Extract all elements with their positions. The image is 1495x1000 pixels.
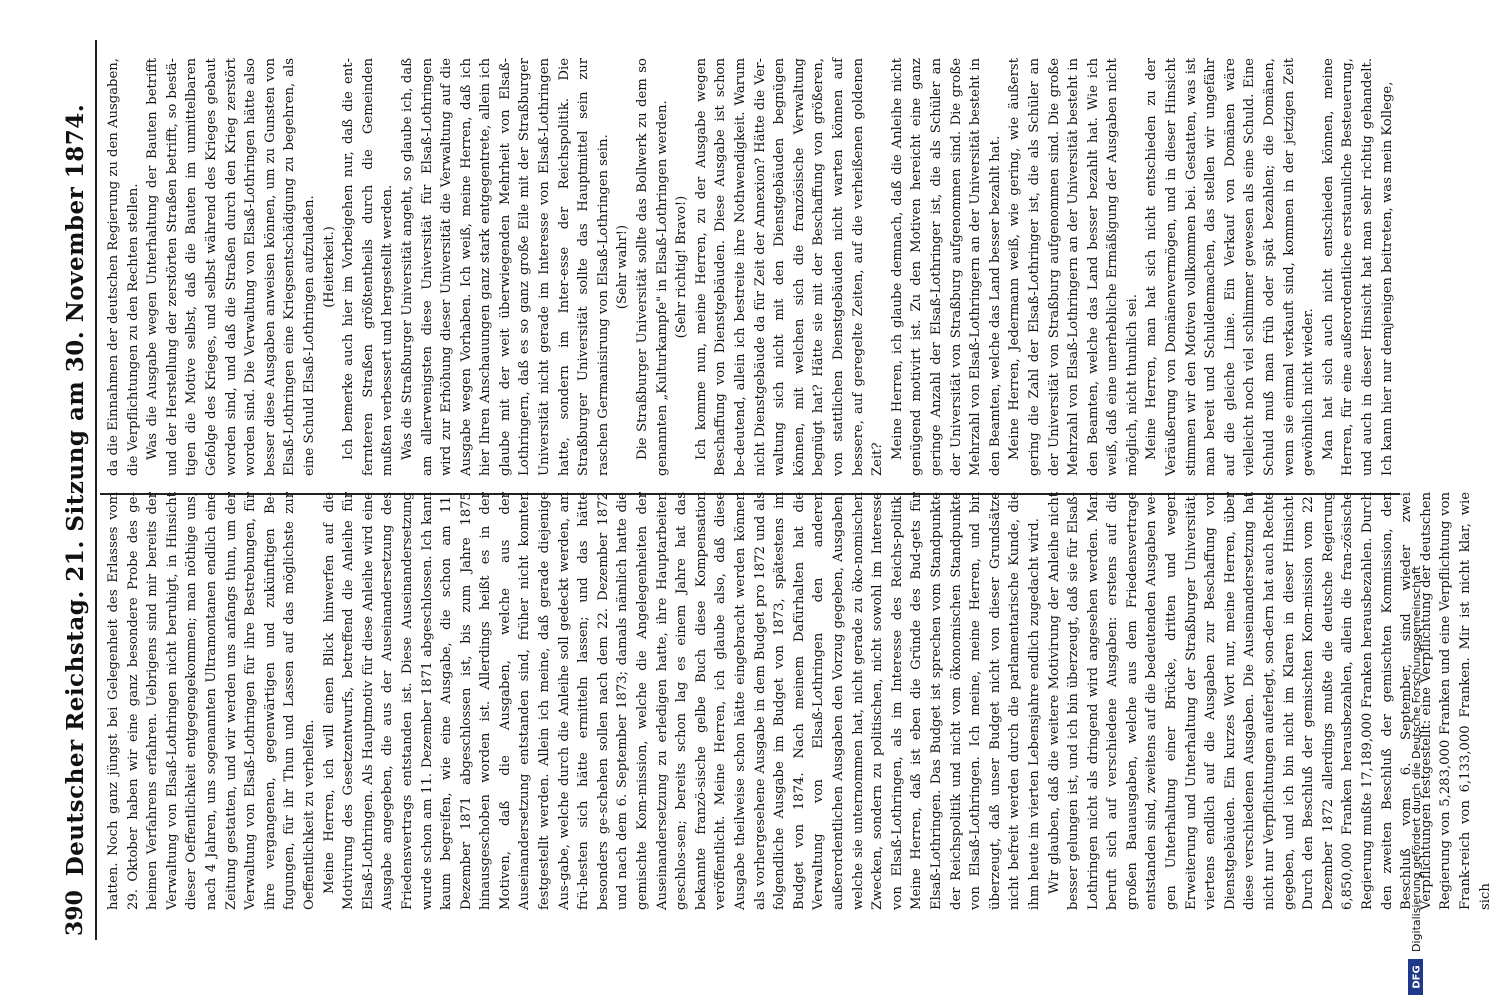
paragraph: Wir glauben, daß die weitere Motivirung der Anleihe nicht besser gelungen ist, und ich bin überzeugt, daß sie für Elsaß-Lothringen nicht als dringend wird angesehen werden. Man beruft sich auf verschiedene Ausgaben: erstens auf die großen Bauausgaben, welche aus dem Friedensvertrage entstanden sind, zweitens auf die bedeutenden Ausgaben we-gen Unterhaltung einer Brücke, dritten und wegen Erweiterung und Unterhaltung der Straßburger Universität, viertens endlich auf die Ausgaben zur Beschaffung von Dienstgebäuden. Ein kurzes Wort nur, meine Herren, über diese verschiedenen Ausgaben. Die Auseinandersetzung hat nicht nur Verpflichtungen auferlegt, son-dern hat auch Rechte gegeben, und ich bin nicht im Klaren in dieser Hinsicht. Durch den Beschluß der gemischten Kom-mission vom 22. Dezember 1872 allerdings mußte die deutsche Regierung 6,850,000 Franken herausbezahlen, allein die fran-zösische Regierung mußte 17,189,000 Franken herausbezahlen. Durch den zweiten Beschluß der gemischten Kommission, den Beschluß vom 6. September, sind wieder zwei Verpflichtungen festgestellt: eine Verpflichtung der deutschen Regierung von 5,283,000 Franken und eine Verpflichtung von Frank-reich von 6,133,000 Franken. Mir ist nicht klar, wie sich — [1046, 492, 1493, 910]
paragraph: Man hat sich auch nicht entschieden können, meine Herren, für eine außerordentliche erstaunliche Besteuerung, und auch in dieser Hinsicht hat man sehr richtig gehandelt. Ich kann hier nur demjenigen beitreten, was mein Kollege, — [1320, 58, 1395, 476]
header-rule — [95, 40, 97, 940]
paragraph: Die Straßburger Universität sollte das Bollwerk zu dem so genannten „Kulturkampfe" in Elsaß-Lothringen werden. — [635, 58, 670, 476]
interjection: (Sehr wahr!) — [615, 224, 631, 310]
text-column-left — [104, 492, 1495, 910]
paragraph: hatten. Noch ganz jüngst bei Gelegenheit des Erlasses vom 29. Oktober haben wir eine ganz besondere Probe des ge-heimen Verfahrens erfahren. Uebrigens sind mir bereits der Verwaltung von Elsaß-Lothringen nicht beruhigt, in Hinsicht dieser Oeffentlichkeit entgegengekommen; man nöthige uns, nach 4 Jahren, uns sogenannten Ultramontanen endlich eine Zeitung gestatten, und wir werden uns anfangs thun, um der Verwaltung von Elsaß-Lothringen für ihre Bestrebungen, für ihre vergangenen, gegenwärtigen und zukünftigen Be-fugungen, für ihr Thun und Lassen auf das möglichste zur Oeffentlichkeit zu verhelfen. — [106, 492, 317, 910]
paragraph: Meine Herren, ich glaube demnach, daß die Anleihe nicht genügend motivirt ist. Zu den Motiven hereicht eine ganz geringe Anzahl der Elsaß-Lothringer ist, die als Schüler an der Universität von Straßburg aufgenommen sind. Die große Mehrzahl von Elsaß-Lothringern an der Universität besteht in den Beamten, welche das Land besser bezahlt hat. — [889, 58, 1003, 476]
paragraph: da die Einnahmen der deutschen Regierung zu den Ausgaben, die Verpflichtungen zu den Rechten stellen. — [106, 58, 141, 476]
paragraph: Was die Straßburger Universität angeht, so glaube ich, daß am allerwenigsten diese Universität für Elsaß-Lothringen wird zur Erhöhung dieser Universität die Verwaltung auf die Ausgabe wegen Vorhaben. Ich weiß, meine Herren, daß ich hier Ihren Anschauungen ganz stark entgegentrete, allein ich glaube mit der weit überwiegenden Mehrheit von Elsaß-Lothringern, daß es so ganz große Eile mit der Straßburger Universität nicht gerade im Interesse von Elsaß-Lothringen hatte, sondern im Inter-esse der Reichspolitik. Die Straßburger Universität sollte das Hauptmittel sein zur raschen Germanisirung von Elsaß-Lothringen sein. — [399, 58, 611, 476]
dfg-logo-text: DFG — [1411, 965, 1423, 989]
page-title: Deutscher Reichstag. 21. Sitzung am 30. November 1874. — [62, 103, 89, 877]
footer-note: Digitalisierung gefördert durch die Deutsche Forschungsgemeinschaft — [1410, 566, 1423, 952]
page-number: 390 — [62, 890, 88, 936]
dfg-logo — [1408, 959, 1423, 995]
paragraph: Ich bemerke auch hier im Vorbeigehen nur, daß die ent-fernteren Straßen größtentheils durch die Gemeinden mußten verbessert und hergestellt werden. — [341, 58, 396, 476]
text-column-right — [104, 58, 1397, 476]
paragraph: Ich komme nun, meine Herren, zu der Ausgabe wegen Beschaffung von Dienstgebäuden. Diese Ausgabe ist schon be-deutend, allein ich bestreite ihre Nothwendigkeit. Warum nicht Dienstgebäude da für Zeit der Annexion? Hätte die Ver-waltung sich nicht mit den Dienstgebäuden begnügen können, mit welchen sich die französische Verwaltung begnügt hat? Hätte sie mit der Beschaffung von größeren, von stattlichen Dienstgebäuden nicht warten können auf bessere, auf geregelte Zeiten, auf die verheißenen goldenen Zeit? — [693, 58, 886, 476]
page-header — [58, 40, 92, 940]
paragraph: Meine Herren, man hat sich nicht entschieden zu der Veräußerung von Domänenvermögen, und in dieser Hinsicht stimmen wir den Motiven vollkommen bei. Gestatten, was ist man bereit und Schuldenmachen, das stellen wir ungefähr auf die gleiche Linie. Ein Verkauf von Domänen wäre vielleicht noch viel schlimmer gewesen als eine Schuld. Eine Schuld muß man früh oder spät bezahlen; die Domänen, wenn sie einmal verkauft sind, kommen in der jetzigen Zeit gewöhnlich nicht wieder. — [1144, 58, 1317, 476]
paragraph: Meine Herren, Jedermann weiß, wie gering, wie äußerst gering die Zahl der Elsaß-Lothringer ist, die als Schüler an der Universität von Straßburg aufgenommen sind. Die große Mehrzahl von Elsaß-Lothringern an der Universität besteht in den Beamten, welche das Land besser bezahlt hat. Wie ich weiß, daß eine unerhebliche Ermäßigung der Ausgaben nicht möglich, nicht thunlich sei. — [1007, 58, 1140, 476]
paragraph: Meine Herren, ich will einen Blick hinwerfen auf die Motivirung des Gesetzentwurfs, betreffend die Anleihe für Elsaß-Lothringen. Als Hauptmotiv für diese Anleihe wird eine Ausgabe angegeben, die aus der Auseinandersetzung des Friedensvertrags entstanden ist. Diese Auseinandersetzung wurde schon am 11. Dezember 1871 abgeschlossen. Ich kann kaum begreifen, wie eine Ausgabe, die schon am 11. Dezember 1871 abgeschlossen ist, bis zum Jahre 1875 hinausgeschoben worden ist. Allerdings heißt es in der Motiven, daß die Ausgaben, welche aus der Auseinandersetzung entstanden sind, früher nicht konnten festgestellt werden. Allein ich meine, daß gerade diejenige Aus-gabe, welche durch die Anleihe soll gedeckt werden, am frü-hesten sich hätte ermitteln lassen; und das hätte besonders ge-schehen sollen nach dem 22. Dezember 1872 und nach dem 6. September 1873; damals nämlich hatte die gemischte Kom-mission, welche die Angelegenheiten der Auseinandersetzung zu erledigen hatte, ihre Hauptarbeiten geschlos-sen; bereits schon lag es einem Jahre hat das bekannte franzö-sische gelbe Buch diese Kompensation veröffentlicht. Meine Herren, ich glaube also, daß diese Ausgabe theilweise schon hätte eingebracht werden können als vorhergesehene Ausgabe in dem Budget pro 1872 und als folgendliche Ausgabe im Budget von 1873, spätestens im Budget von 1874. Nach meinem Dafürhalten hat die Verwaltung von Elsaß-Lothringen den anderen außerordentlichen Ausgaben den Vorzug gegeben, Ausgaben, welche sie unternommen hat, nicht gerade zu öko-nomischen Zwecken, sondern zu politischen, nicht sowohl im Interesse von Elsaß-Lothringen, als im Interesse des Reichs-politik. Meine Herren, daß ist eben die Gründe des Bud-gets für Elsaß-Lothringen. Das Budget ist sprechen vom Standpunkte der Reichspolitik und nicht vom ökonomischen Standpunkte von Elsaß-Lothringen. Ich meine, meine Herren, und bin überzeugt, daß unser Budget nicht von dieser Grundsätze nicht befreit werden durch die parlamentarische Kunde, die ihm heute im vierten Lebensjahre endlich zugedacht wird. — [321, 492, 1042, 910]
interjection: (Sehr richtig! Bravo!) — [674, 195, 690, 339]
paragraph: Was die Ausgabe wegen Unterhaltung der Bauten betrifft und der Herstellung der zerstörten Straßen betrifft, so bestä-tigen die Motive selbst, daß die Bauten im unmittelbaren Gefolge des Krieges, und selbst während des Krieges gebaut worden sind, und daß die Straßen durch den Krieg zerstört worden sind. Die Verwaltung von Elsaß-Lothringen hätte also besser diese Ausgaben anweisen können, um zu Gunsten von Elsaß-Lothringen eine Kriegsentschädigung zu begehren, als eine Schuld Elsaß-Lothringen aufzuladen. — [145, 58, 317, 476]
interjection: (Heiterkeit.) — [321, 226, 337, 308]
